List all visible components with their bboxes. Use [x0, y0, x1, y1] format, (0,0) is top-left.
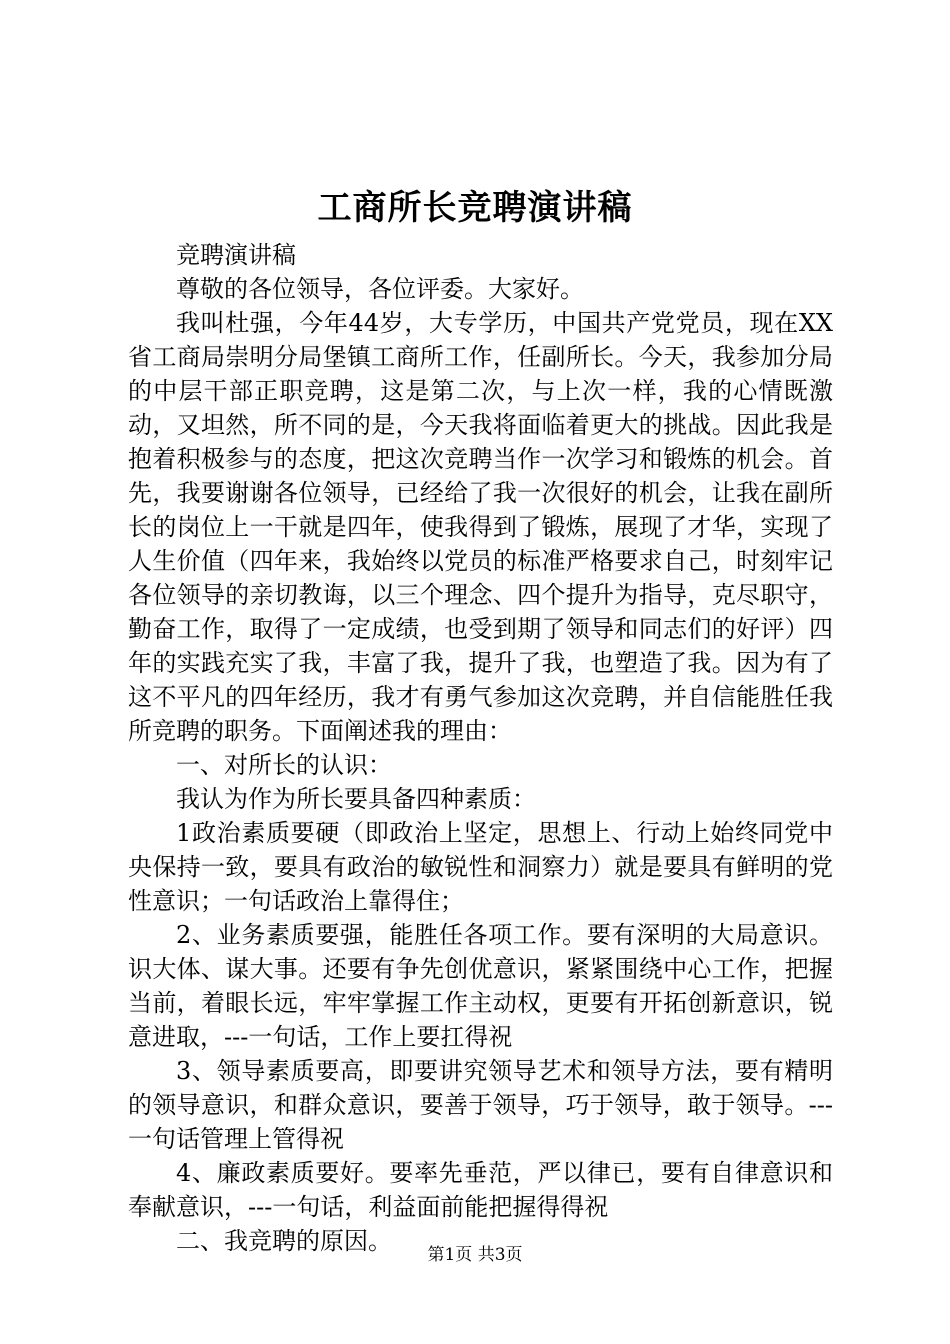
paragraph-four-qualities: 我认为作为所长要具备四种素质：	[176, 785, 536, 813]
document-title: 工商所长竞聘演讲稿	[317, 188, 633, 228]
document-body	[128, 238, 833, 1258]
paragraph-section-two-heading: 二、我竞聘的原因。	[176, 1227, 392, 1255]
paragraph-introduction: 我叫杜强，今年44岁，大专学历，中国共产党党员，现在XX省工商局崇明分局堡镇工商所工作，任副所长。今天，我参加分局的中层干部正职竞聘，这是第二次，与上次一样，我的心情既激动，又坦然，所不同的是，今天我将面临着更大的挑战。因此我是抱着积极参与的态度，把这次竞聘当作一次学习和锻炼的机会。首先，我要谢谢各位领导，已经给了我一次很好的机会，让我在副所长的岗位上一干就是四年，使我得到了锻炼，展现了才华，实现了人生价值（四年来，我始终以党员的标准严格要求自己，时刻牢记各位领导的亲切教诲，以三个理念、四个提升为指导，克尽职守，勤奋工作，取得了一定成绩，也受到期了领导和同志们的好评）四年的实践充实了我，丰富了我，提升了我，也塑造了我。因为有了这不平凡的四年经历，我才有勇气参加这次竞聘，并自信能胜任我所竞聘的职务。下面阐述我的理由：	[128, 309, 833, 745]
paragraph-quality-leadership: 3、领导素质要高，即要讲究领导艺术和领导方法，要有精明的领导意识，和群众意识，要善于领导，巧于领导，敢于领导。---一句话管理上管得祝	[128, 1057, 833, 1153]
paragraph-section-one-heading: 一、对所长的认识：	[176, 751, 392, 779]
paragraph-heading-label: 竞聘演讲稿	[176, 241, 296, 269]
paragraph-greeting: 尊敬的各位领导，各位评委。大家好。	[176, 275, 584, 303]
paragraph-quality-political: 1政治素质要硬（即政治上坚定，思想上、行动上始终同党中央保持一致，要具有政治的敏锐性和洞察力）就是要具有鲜明的党性意识；一句话政治上靠得住；	[128, 819, 833, 915]
page-footer: 第1页 共3页	[427, 1245, 523, 1265]
paragraph-quality-business: 2、业务素质要强，能胜任各项工作。要有深明的大局意识。识大体、谋大事。还要有争先创优意识，紧紧围绕中心工作，把握当前，着眼长远，牢牢掌握工作主动权，更要有开拓创新意识，锐意进取，---一句话，工作上要扛得祝	[128, 921, 833, 1051]
paragraph-quality-integrity: 4、廉政素质要好。要率先垂范，严以律已，要有自律意识和奉献意识，---一句话，利益面前能把握得得祝	[128, 1159, 833, 1221]
